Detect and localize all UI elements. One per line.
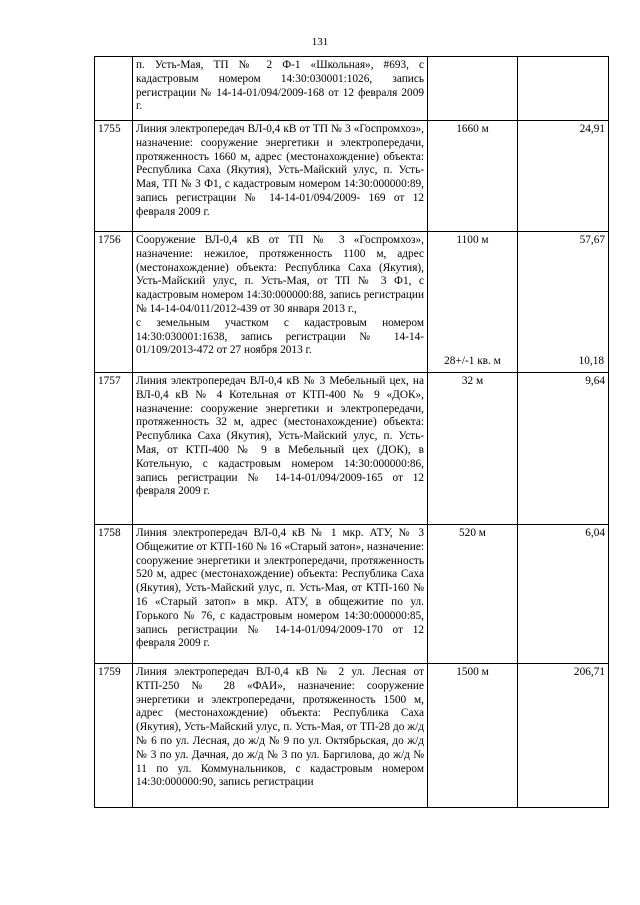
object-value: 6,04 [518,525,609,664]
table-row [95,121,609,232]
object-size: 520 м [428,525,518,664]
row-number [95,57,133,121]
object-value: 9,64 [518,373,609,525]
description-text: Линия электропередач ВЛ-0,4 кВ № 3 Мебельный цех, на ВЛ-0,4 кВ № 4 Котельная от КТП-400 № 9 «ДОК», назначение: сооружение энергетики и электропередачи, протяженность 32 м, адрес (местонахождение) объекта: Республика Саха (Якутия), Усть-Майский улус, п. Усть-Мая, от КТП-400 № 9 в Мебельный цех (ДОК), в Котельную, с кадастровым номером 14:30:000000:86, запись регистрации № 14-14-01/094/2009-165 от 12 февраля 2009 г. [136,375,424,498]
land-plot-text: с земельным участком с кадастровым номером 14:30:030001:1638, запись регистрации № 14-14-01/109/2013-472 от 27 ноября 2013 г. [136,316,424,357]
object-description [133,373,428,525]
land-plot-area: 28+/-1 кв. м [444,355,501,368]
table-row [95,525,609,664]
row-number: 1755 [95,121,133,232]
page-number: 131 [311,36,329,48]
object-description [133,525,428,664]
object-size: 32 м [428,373,518,525]
object-value [518,57,609,121]
object-description [133,121,428,232]
object-value: 24,91 [518,121,609,232]
object-description [133,57,428,121]
structure-length: 1100 м [456,234,489,246]
object-description [133,232,428,373]
row-number: 1757 [95,373,133,525]
row-number: 1759 [95,664,133,808]
object-size: 1660 м [428,121,518,232]
table-row [95,232,609,373]
row-number: 1756 [95,232,133,373]
table-row [95,664,609,808]
description-text: п. Усть-Мая, ТП № 2 Ф-1 «Школьная», #693, с кадастровым номером 14:30:030001:1026, запись регистрации № 14-14-01/094/2009-168 от 12 февраля 2009 г. [136,59,424,113]
description-text: Линия электропередач ВЛ-0,4 кВ № 2 ул. Лесная от КТП-250 № 28 «ФАИ», назначение: сооружение энергетики и электропередачи, протяженность 1500 м, адрес (местонахождение) объекта: Республика Саха (Якутия), Усть-Майский улус, п. Усть-Мая, от ТП-28 до ж/д № 6 по ул. Лесная, до ж/д № 9 по ул. Октябрьская, до ж/д № 3 по ул. Дачная, до ж/д № 3 по ул. Баргилова, до ж/д № 11 по ул. Коммунальников, с кадастровым номером 14:30:000000:90, запись регистрации [136,666,424,789]
description-text: Линия электропередач ВЛ-0,4 кВ от ТП № 3 «Госпромхоз», назначение: сооружение энергетики и электропередачи, протяженность 1660 м, адрес (местонахождение) объекта: Республика Саха (Якутия), Усть-Майский улус, п. Усть-Мая, ТП № 3 Ф1, с кадастровым номером 14:30:000000:89, запись регистрации № 14-14-01/094/2009- 169 от 12 февраля 2009 г. [136,123,424,218]
object-value [518,232,609,373]
object-value: 206,71 [518,664,609,808]
table-row [95,57,609,121]
object-size: 1500 м [428,664,518,808]
description-text: Сооружение ВЛ-0,4 кВ от ТП № 3 «Госпромхоз», назначение: нежилое, протяженность 1100 м, адрес (местонахождение) объекта: Республика Саха (Якутия), Усть-Майский улус, п. Усть-Мая, от ТП № 3 Ф1, с кадастровым номером 14:30:000000:88, запись регистрации № 14-14-04/011/2012-439 от 30 января 2013 г., [136,234,424,315]
property-registry-table [94,56,609,808]
row-number: 1758 [95,525,133,664]
description-text: Линия электропередач ВЛ-0,4 кВ № 1 мкр. АТУ, № 3 Общежитие от КТП-160 № 16 «Старый затон», назначение: сооружение энергетики и электропередачи, протяженность 520 м, адрес (местонахождение) объекта: Республика Саха (Якутия), Усть-Майский улус, п. Усть-Мая, от КТП-160 № 16 «Старый затоп» в мкр. АТУ, в общежитие по ул. Горького № 76, с кадастровым номером 14:30:000000:85, запись регистрации № 14-14-01/094/2009-170 от 12 февраля 2009 г. [136,527,424,650]
table-row [95,373,609,525]
structure-value: 57,67 [579,234,605,246]
object-size [428,57,518,121]
land-plot-value: 10,18 [578,355,604,368]
object-size [428,232,518,373]
object-description [133,664,428,808]
